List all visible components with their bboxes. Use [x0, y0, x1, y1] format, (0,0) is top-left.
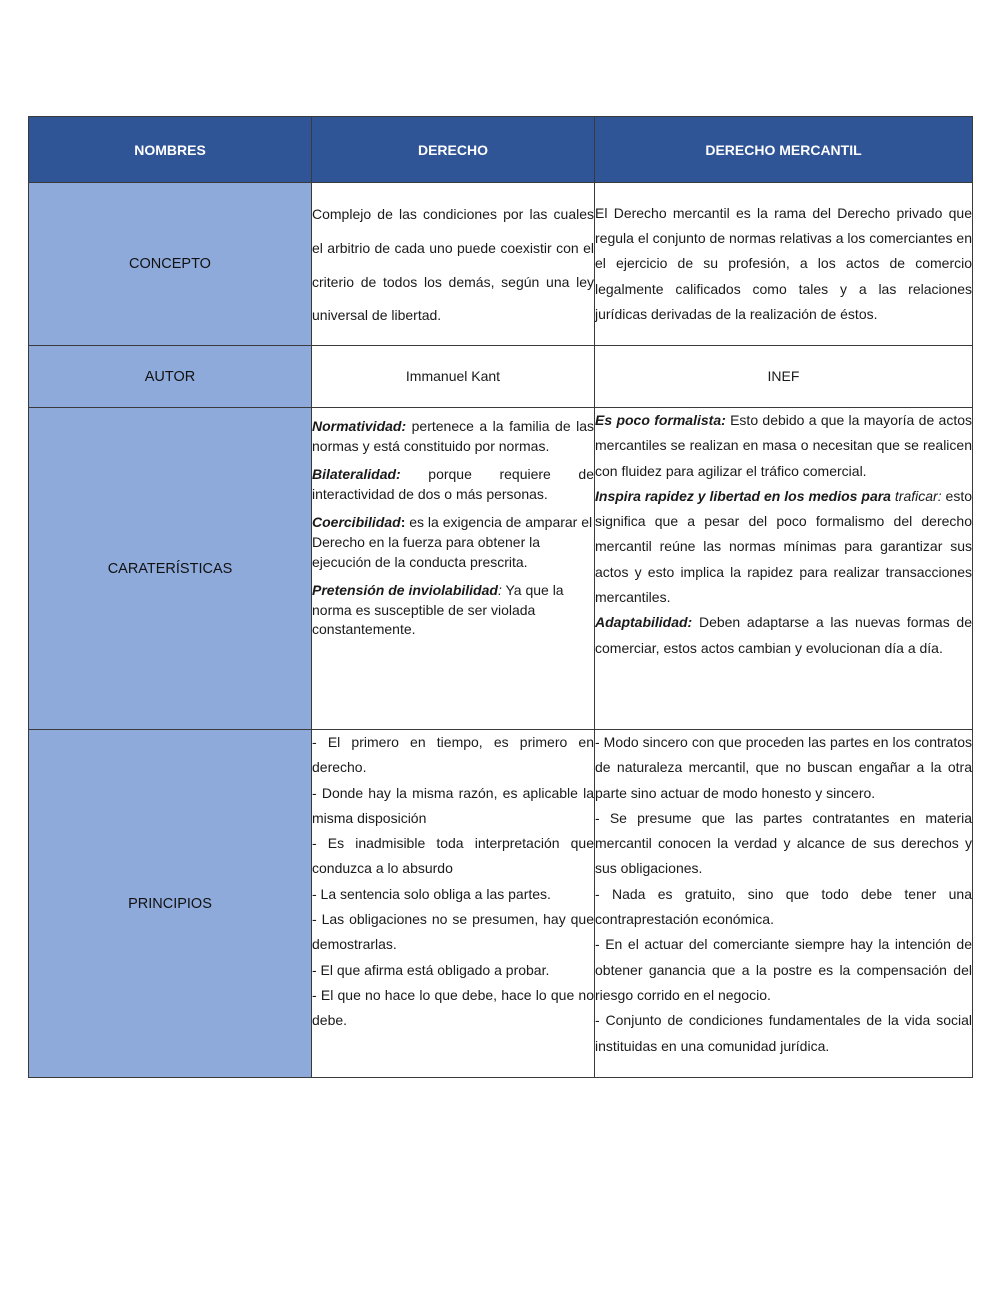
row-concepto — [29, 183, 973, 346]
autor-derecho: Immanuel Kant — [312, 346, 595, 408]
concepto-mercantil-text: El Derecho mercantil es la rama del Derecho privado que regula el conjunto de normas relativas a los comerciantes en el ejercicio de su profesión, a los actos de comercio legalmente calificados como tales y a las relaciones jurídicas derivadas de la realización de éstos. — [595, 204, 972, 322]
header-derecho-mercantil: DERECHO MERCANTIL — [595, 117, 973, 183]
caracteristica-item: Es poco formalista: Esto debido a que la mayoría de actos mercantiles se realizan en masa o necesitan que se realicen con fluidez para agilizar el tráfico comercial. — [595, 412, 973, 479]
principio-item: - Se presume que las partes contratantes en materia mercantil conocen la verdad y alcance de sus derechos y sus obligaciones. — [595, 809, 972, 877]
caracteristica-item: Normatividad: pertenece a la familia de las normas y está constituido por normas. — [312, 418, 594, 454]
concepto-derecho — [312, 183, 595, 346]
principios-mercantil — [595, 730, 973, 1078]
caracteristica-item: Inspira rapidez y libertad en los medios para traficar: esto significa que a pesar del poco formalismo del derecho mercantil reúne las normas mínimas para garantizar sus actos y esto implica la rapidez para realizar transacciones mercantiles. — [595, 487, 972, 606]
caracteristica-item: Adaptabilidad: Deben adaptarse a las nuevas formas de comerciar, estos actos cambian y evolucionan día a día. — [595, 614, 972, 656]
header-nombres: NOMBRES — [29, 117, 312, 183]
header-derecho: DERECHO — [312, 117, 595, 183]
caracteristica-item: Pretensión de inviolabilidad: Ya que la norma es susceptible de ser violada constantemente. — [312, 582, 564, 638]
principio-item: - En el actuar del comerciante siempre hay la intención de obtener ganancia que a la postre es la compensación del riesgo corrido en el negocio. — [595, 936, 972, 1003]
concepto-derecho-text: Complejo de las condiciones por las cuales el arbitrio de cada uno puede coexistir con el criterio de todos los demás, según una ley universal de libertad. — [312, 206, 594, 324]
principio-item: - Es inadmisible toda interpretación que conduzca a lo absurdo — [312, 835, 594, 877]
caracteristica-item: Bilateralidad: porque requiere de interactividad de dos o más personas. — [312, 466, 594, 502]
autor-mercantil: INEF — [595, 346, 973, 408]
row-principios — [29, 730, 973, 1078]
principio-item: - La sentencia solo obliga a las partes. — [312, 885, 551, 902]
principio-item: - El primero en tiempo, es primero en derecho. — [312, 734, 594, 776]
principio-item: - El que afirma está obligado a probar. — [312, 961, 550, 978]
principio-item: - Nada es gratuito, sino que todo debe tener una contraprestación económica. — [595, 885, 972, 928]
row-autor — [29, 346, 973, 408]
caracteristicas-mercantil — [595, 408, 973, 730]
header-row — [29, 117, 973, 183]
principio-item: - El que no hace lo que debe, hace lo que no debe. — [312, 986, 594, 1029]
principio-item: - Modo sincero con que proceden las partes en los contratos de naturaleza mercantil, que no buscan engañar a la otra parte sino actuar de modo honesto y sincero. — [595, 734, 972, 801]
principio-item: - Conjunto de condiciones fundamentales de la vida social instituidas en una comunidad jurídica. — [595, 1012, 972, 1054]
caracteristicas-derecho — [312, 408, 595, 730]
row-label-autor: AUTOR — [29, 346, 312, 408]
row-label-concepto: CONCEPTO — [29, 183, 312, 346]
principio-item: - Donde hay la misma razón, es aplicable la misma disposición — [312, 784, 594, 826]
comparison-table — [28, 116, 973, 1078]
row-caracteristicas — [29, 408, 973, 730]
concepto-mercantil — [595, 183, 973, 346]
principios-derecho — [312, 730, 595, 1078]
caracteristica-item: Coercibilidad: es la exigencia de amparar el Derecho en la fuerza para obtener la ejecución de la conducta prescrita. — [312, 514, 593, 570]
principio-item: - Las obligaciones no se presumen, hay que demostrarlas. — [312, 911, 594, 953]
row-label-principios: PRINCIPIOS — [29, 730, 312, 1078]
row-label-caracteristicas: CARATERÍSTICAS — [29, 408, 312, 730]
